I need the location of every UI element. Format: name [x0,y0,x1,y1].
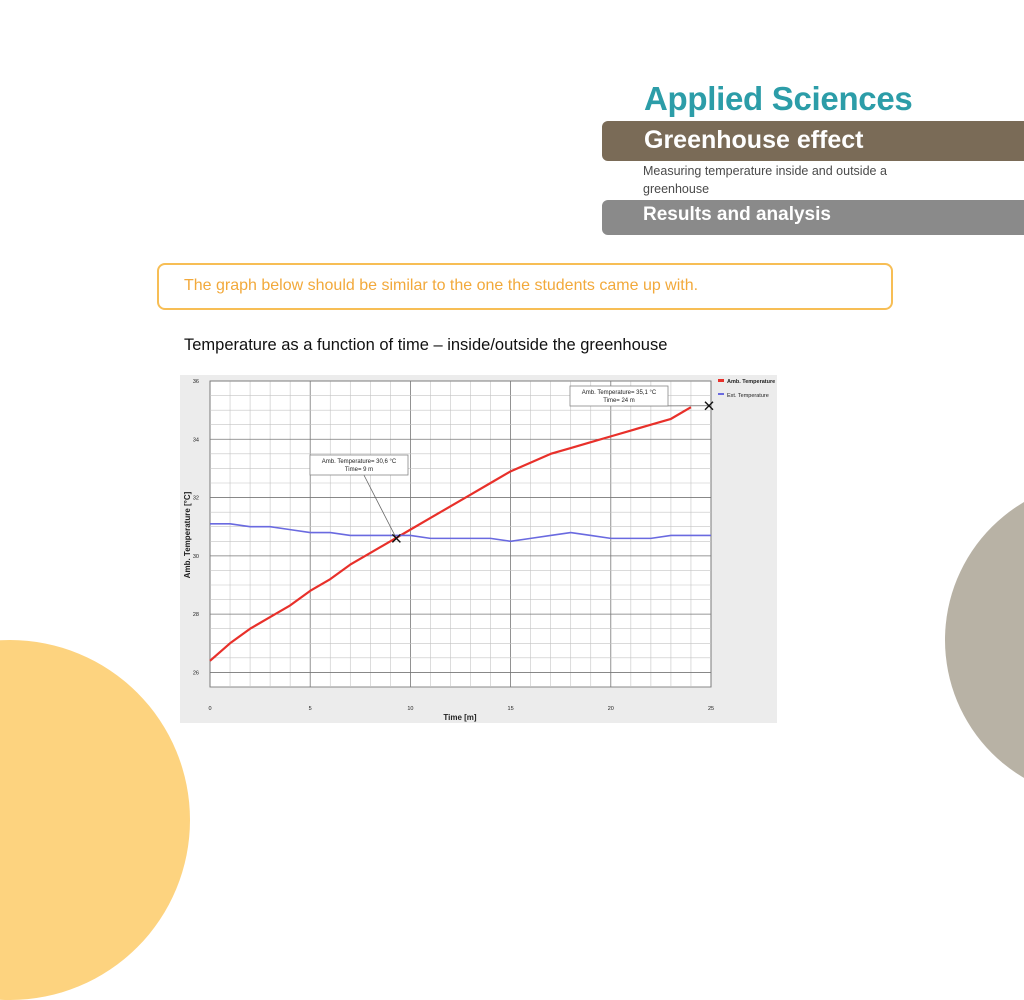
x-tick-label: 0 [208,706,211,712]
y-tick-label: 34 [193,437,199,443]
x-axis-label: Time [m] [443,713,477,722]
chart-caption: Temperature as a function of time – inside/outside the greenhouse [184,336,667,355]
annotation-text: Time= 9 m [345,467,373,473]
x-tick-label: 15 [508,706,514,712]
section-title: Results and analysis [643,204,831,226]
y-tick-label: 26 [193,670,199,676]
plot-area [210,381,711,687]
legend-label-amb: Amb. Temperature [727,379,775,385]
annotation-text: Amb. Temperature= 30,6 °C [322,459,397,465]
legend-swatch-ext [718,393,724,395]
chart-container [180,375,777,723]
y-tick-label: 32 [193,496,199,502]
x-tick-label: 10 [407,706,413,712]
legend-swatch-amb [718,379,724,382]
x-tick-label: 25 [708,706,714,712]
legend [718,379,775,399]
legend-label-ext: Ext. Temperature [727,393,769,399]
decorative-circle-left [0,640,190,1000]
decorative-circle-right [945,480,1024,800]
temperature-chart [180,375,777,723]
y-tick-label: 28 [193,612,199,618]
brand-logo-text: Applied Sciences [644,80,912,118]
x-tick-label: 20 [608,706,614,712]
annotation-text: Time= 24 m [603,398,635,404]
y-tick-label: 36 [193,379,199,385]
note-text: The graph below should be similar to the one the students came up with. [184,277,698,295]
page-subtitle: Measuring temperature inside and outside a greenhouse [643,162,933,198]
y-tick-label: 30 [193,554,199,560]
page-title: Greenhouse effect [644,126,864,155]
y-axis-label: Amb. Temperature [°C] [183,491,192,578]
annotation-text: Amb. Temperature= 35,1 °C [582,390,657,396]
x-tick-label: 5 [309,706,312,712]
